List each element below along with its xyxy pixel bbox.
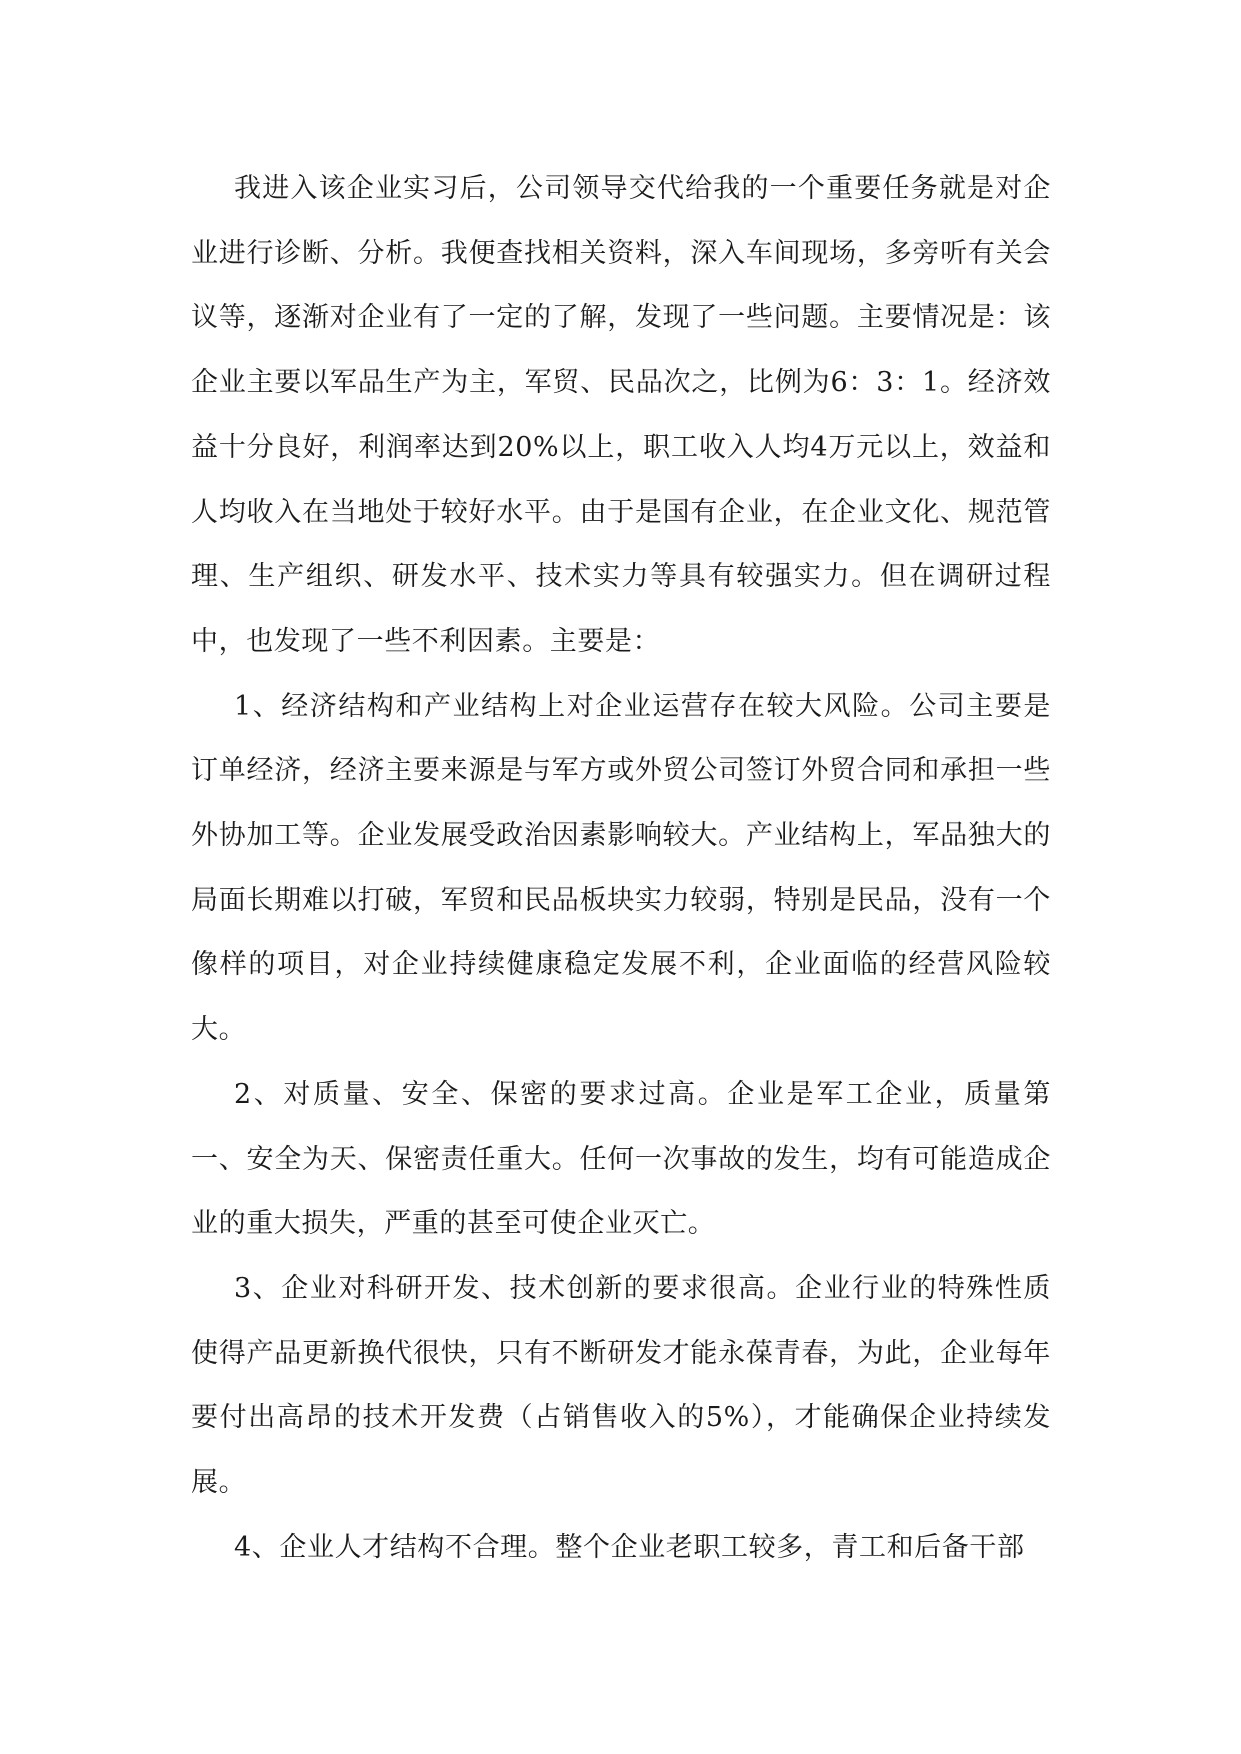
paragraph-point-1: 1、经济结构和产业结构上对企业运营存在较大风险。公司主要是订单经济，经济主要来源是与军方或外贸公司签订外贸合同和承担一些外协加工等。企业发展受政治因素影响较大。产业结构上，军品独大的局面长期难以打破，军贸和民品板块实力较弱，特别是民品，没有一个像样的项目，对企业持续健康稳定发展不利，企业面临的经营风险较大。 bbox=[191, 690, 1051, 1046]
paragraph-point-2: 2、对质量、安全、保密的要求过高。企业是军工企业，质量第一、安全为天、保密责任重大。任何一次事故的发生，均有可能造成企业的重大损失，严重的甚至可使企业灭亡。 bbox=[191, 1078, 1051, 1240]
paragraph-point-3: 3、企业对科研开发、技术创新的要求很高。企业行业的特殊性质使得产品更新换代很快，只有不断研发才能永葆青春，为此，企业每年要付出高昂的技术开发费（占销售收入的5%），才能确保企业持续发展。 bbox=[191, 1272, 1051, 1499]
paragraph-point-4: 4、企业人才结构不合理。整个企业老职工较多，青工和后备干部 bbox=[234, 1531, 1025, 1563]
paragraph-intro: 我进入该企业实习后，公司领导交代给我的一个重要任务就是对企业进行诊断、分析。我便查找相关资料，深入车间现场，多旁听有关会议等，逐渐对企业有了一定的了解，发现了一些问题。主要情况是：该企业主要以军品生产为主，军贸、民品次之，比例为6：3：1。经济效益十分良好，利润率达到20%以上，职工收入人均4万元以上，效益和人均收入在当地处于较好水平。由于是国有企业，在企业文化、规范管理、生产组织、研发水平、技术实力等具有较强实力。但在调研过程中，也发现了一些不利因素。主要是： bbox=[191, 173, 1051, 657]
document-body bbox=[191, 157, 1051, 1580]
